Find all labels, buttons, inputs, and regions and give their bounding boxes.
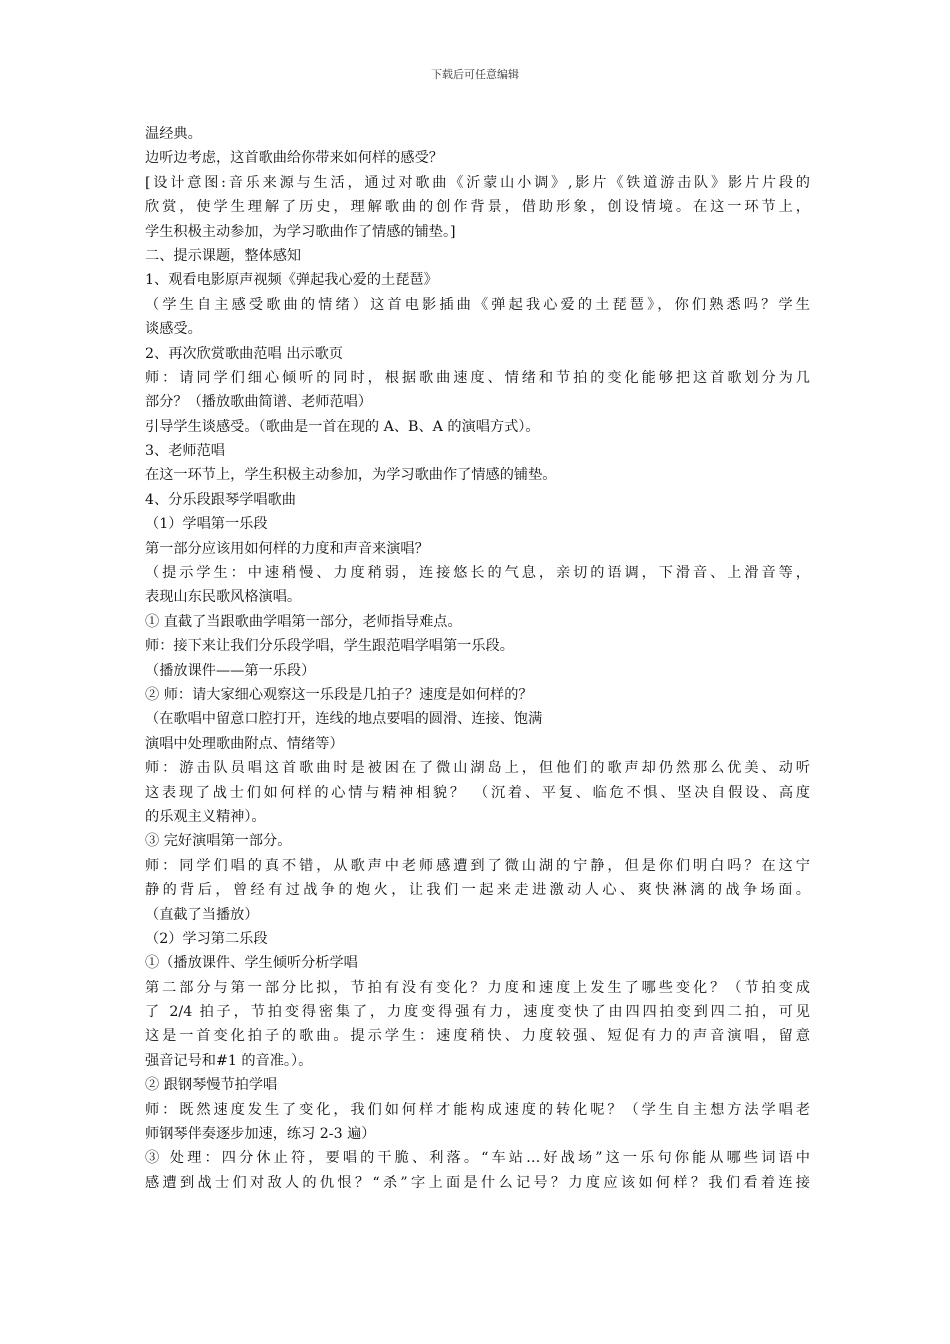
text-line: ③ 处理：四分休止符，要唱的干脆、利落。“车站…好战场”这一乐句你能从哪些词语中 (145, 1150, 810, 1167)
text-line: ①（播放课件、学生倾听分析学唱 (145, 955, 358, 972)
text-line: （2）学习第二乐段 (145, 930, 268, 947)
text-line: 4、分乐段跟琴学唱歌曲 (145, 491, 296, 508)
text-line: （学生自主感受歌曲的情绪）这首电影插曲《弹起我心爱的土琵琶》，你们熟悉吗？学生 (145, 296, 810, 313)
text-line: （在歌唱中留意口腔打开，连线的地点要唱的圆滑、连接、饱满 (145, 711, 543, 728)
text-line: 的乐观主义精神）。 (145, 808, 266, 825)
text-line: 师：请同学们细心倾听的同时，根据歌曲速度、情绪和节拍的变化能够把这首歌划分为几 (145, 369, 810, 386)
text-line: 谈感受。 (145, 321, 202, 338)
text-line: 二、提示课题，整体感知 (145, 247, 302, 264)
document-body (145, 122, 810, 1195)
text-line: 师：游击队员唱这首歌曲时是被困在了微山湖岛上，但他们的歌声却仍然那么优美、动听 (145, 760, 810, 777)
text-line: 这是一首变化拍子的歌曲。提示学生：速度稍快、力度较强、短促有力的声音演唱，留意 (145, 1028, 810, 1045)
text-line: 3、老师范唱 (145, 443, 225, 460)
text-line: 1、观看电影原声视频《弹起我心爱的土琵琶》 (145, 272, 438, 289)
text-line: 第二部分与第一部分比拟，节拍有没有变化？力度和速度上发生了哪些变化？（节拍变成 (145, 979, 810, 996)
text-line: 师：同学们唱的真不错，从歌声中老师感遭到了微山湖的宁静，但是你们明白吗？在这宁 (145, 857, 810, 874)
text-line: 师钢琴伴奏逐步加速，练习 2-3 遍） (145, 1126, 376, 1143)
text-line: 在这一环节上，学生积极主动参加，为学习歌曲作了情感的铺垫。 (145, 467, 557, 484)
text-line: 边听边考虑，这首歌曲给你带来如何样的感受？ (145, 150, 443, 167)
page-header: 下载后可任意编辑 (431, 68, 519, 81)
text-line: 师：既然速度发生了变化，我们如何样才能构成速度的转化呢？（学生自主想方法学唱老 (145, 1101, 810, 1118)
text-line: ③ 完好演唱第一部分。 (145, 833, 292, 850)
text-line: 这表现了战士们如何样的心情与精神相貌？ （沉着、平复、临危不惧、坚决自假设、高度 (145, 784, 810, 801)
text-line: 师：接下来让我们分乐段学唱，学生跟范唱学唱第一乐段。 (145, 638, 514, 655)
text-line: ② 跟钢琴慢节拍学唱 (145, 1077, 278, 1094)
text-line: 温经典。 (145, 126, 202, 142)
text-line: 引导学生谈感受。（歌曲是一首在现的 A、B、A 的演唱方式）。 (145, 418, 540, 435)
text-line: ② 师：请大家细心观察这一乐段是几拍子？速度是如何样的？ (145, 686, 533, 703)
text-line: （播放课件——第一乐段） (145, 662, 316, 679)
text-line: [设计意图:音乐来源与生活，通过对歌曲《沂蒙山小调》,影片《铁道游击队》影片片段的 (145, 174, 810, 191)
text-line: 2、再次欣赏歌曲范唱 出示歌页 (145, 345, 343, 362)
text-line: 演唱中处理歌曲附点、情绪等） (145, 735, 344, 752)
text-line: 学生积极主动参加，为学习歌曲作了情感的铺垫。] (145, 223, 456, 240)
text-line: （直截了当播放） (145, 906, 259, 923)
text-line: 部分？（播放歌曲简谱、老师范唱） (145, 394, 373, 411)
text-line: ① 直截了当跟歌曲学唱第一部分，老师指导难点。 (145, 613, 462, 630)
text-line: 表现山东民歌风格演唱。 (145, 589, 302, 606)
text-line: （提示学生：中速稍慢、力度稍弱，连接悠长的气息，亲切的语调，下滑音、上滑音等， (145, 565, 810, 582)
text-line: 感遭到战士们对敌人的仇恨？“杀”字上面是什么记号？力度应该如何样？我们看着连接 (145, 1174, 810, 1191)
text-line: 静的背后，曾经有过战争的炮火，让我们一起来走进激动人心、爽快淋漓的战争场面。 (145, 882, 810, 899)
text-line: 了 2/4 拍子，节拍变得密集了，力度变得强有力，速度变快了由四四拍变到四二拍，可见 (145, 1004, 810, 1021)
text-line: 强音记号和#1 的音准。）。 (145, 1052, 313, 1069)
text-line: 欣赏，使学生理解了历史，理解歌曲的创作背景，借助形象，创设情境。在这一环节上， (145, 199, 810, 216)
text-line: （1）学唱第一乐段 (145, 516, 268, 533)
text-line: 第一部分应该用如何样的力度和声音来演唱？ (145, 540, 429, 557)
